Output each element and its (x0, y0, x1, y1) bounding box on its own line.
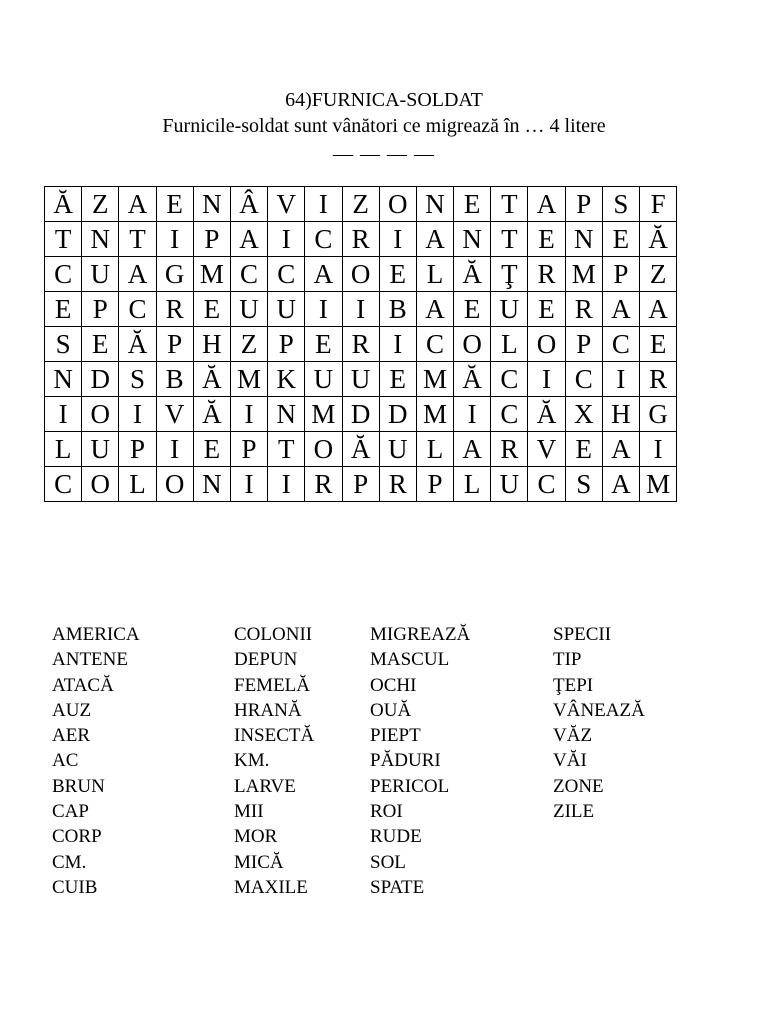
grid-cell[interactable]: I (379, 327, 416, 362)
grid-cell[interactable]: E (379, 362, 416, 397)
grid-cell[interactable]: M (416, 362, 453, 397)
grid-cell[interactable]: I (454, 397, 491, 432)
grid-cell[interactable]: E (528, 222, 565, 257)
grid-cell[interactable]: M (305, 397, 342, 432)
grid-cell[interactable]: U (230, 292, 267, 327)
word-list-item: RUDE (370, 826, 422, 848)
grid-cell[interactable]: E (565, 432, 602, 467)
grid-cell[interactable]: N (193, 187, 230, 222)
grid-cell[interactable]: N (193, 467, 230, 502)
grid-cell[interactable]: Ţ (491, 257, 528, 292)
grid-cell[interactable]: Ă (119, 327, 156, 362)
grid-row (45, 432, 677, 467)
grid-cell[interactable]: I (45, 397, 82, 432)
grid-cell[interactable]: E (640, 327, 677, 362)
grid-cell[interactable]: C (305, 222, 342, 257)
grid-cell[interactable]: R (528, 257, 565, 292)
grid-cell[interactable]: P (602, 257, 639, 292)
grid-cell[interactable]: U (268, 292, 305, 327)
word-list-item: OCHI (370, 674, 417, 696)
grid-cell[interactable]: M (230, 362, 267, 397)
grid-cell[interactable]: H (193, 327, 230, 362)
word-search-grid (44, 186, 677, 502)
grid-cell[interactable]: S (45, 327, 82, 362)
grid-cell[interactable]: N (268, 397, 305, 432)
grid-cell[interactable]: I (528, 362, 565, 397)
grid-cell[interactable]: N (45, 362, 82, 397)
grid-cell[interactable]: L (454, 467, 491, 502)
word-list-item: COLONII (234, 624, 313, 645)
grid-cell[interactable]: A (528, 187, 565, 222)
grid-cell[interactable]: O (342, 257, 379, 292)
word-list-item: MAXILE (234, 876, 308, 898)
grid-row (45, 222, 677, 257)
grid-cell[interactable]: C (45, 467, 82, 502)
grid-cell[interactable]: S (602, 187, 639, 222)
grid-cell[interactable]: P (230, 432, 267, 467)
grid-row (45, 187, 677, 222)
grid-cell[interactable]: L (416, 257, 453, 292)
grid-cell[interactable]: P (565, 327, 602, 362)
grid-cell[interactable]: B (156, 362, 193, 397)
grid-cell[interactable]: P (565, 187, 602, 222)
grid-cell[interactable]: V (156, 397, 193, 432)
word-list-item: HRANĂ (234, 699, 302, 721)
grid-cell[interactable]: I (305, 292, 342, 327)
grid-cell[interactable]: C (491, 362, 528, 397)
grid-cell[interactable]: A (416, 222, 453, 257)
grid-cell[interactable]: A (454, 432, 491, 467)
grid-cell[interactable]: Ă (193, 362, 230, 397)
grid-cell[interactable]: Ă (640, 222, 677, 257)
grid-cell[interactable]: Ă (193, 397, 230, 432)
word-list-item: ZILE (553, 801, 595, 823)
grid-cell[interactable]: A (602, 292, 639, 327)
grid-cell[interactable]: A (640, 292, 677, 327)
grid-cell[interactable]: E (82, 327, 119, 362)
grid-cell[interactable]: C (565, 362, 602, 397)
grid-cell[interactable]: R (640, 362, 677, 397)
grid-cell[interactable]: I (268, 222, 305, 257)
grid-cell[interactable]: A (602, 432, 639, 467)
grid-cell[interactable]: E (193, 432, 230, 467)
grid-row (45, 257, 677, 292)
grid-cell[interactable]: U (379, 432, 416, 467)
word-list-item: AUZ (52, 699, 92, 721)
grid-cell[interactable]: X (565, 397, 602, 432)
grid-cell[interactable]: B (379, 292, 416, 327)
grid-cell[interactable]: Ă (342, 432, 379, 467)
grid-cell[interactable]: I (305, 187, 342, 222)
grid-cell[interactable]: E (379, 257, 416, 292)
grid-cell[interactable]: Z (230, 327, 267, 362)
page-title: 64)FURNICA-SOLDAT (285, 89, 483, 111)
grid-cell[interactable]: P (156, 327, 193, 362)
grid-cell[interactable]: I (268, 467, 305, 502)
grid-cell[interactable]: U (82, 432, 119, 467)
grid-cell[interactable]: A (119, 257, 156, 292)
grid-cell[interactable]: I (156, 432, 193, 467)
word-list-item: CUIB (52, 876, 98, 898)
grid-cell[interactable]: I (602, 362, 639, 397)
grid-cell[interactable]: N (454, 222, 491, 257)
grid-cell[interactable]: Z (640, 257, 677, 292)
grid-cell[interactable]: C (230, 257, 267, 292)
grid-cell[interactable]: L (119, 467, 156, 502)
grid-cell[interactable]: D (82, 362, 119, 397)
grid-cell[interactable]: T (119, 222, 156, 257)
grid-cell[interactable]: C (119, 292, 156, 327)
grid-cell[interactable]: E (156, 187, 193, 222)
word-list-item: SPATE (370, 876, 425, 898)
grid-cell[interactable]: C (528, 467, 565, 502)
grid-cell[interactable]: R (156, 292, 193, 327)
word-list-column-2 (234, 622, 314, 900)
grid-cell[interactable]: O (82, 467, 119, 502)
grid-cell[interactable]: O (528, 327, 565, 362)
grid-cell[interactable]: M (565, 257, 602, 292)
grid-cell[interactable]: O (454, 327, 491, 362)
grid-cell[interactable]: I (640, 432, 677, 467)
word-list-item: VĂZ (553, 725, 593, 747)
grid-cell[interactable]: L (45, 432, 82, 467)
grid-cell[interactable]: O (305, 432, 342, 467)
grid-cell[interactable]: C (268, 257, 305, 292)
word-list-item: ROI (370, 801, 403, 823)
word-list-item: FEMELĂ (234, 674, 310, 696)
grid-cell[interactable]: I (119, 397, 156, 432)
grid-cell[interactable]: C (45, 257, 82, 292)
grid-cell[interactable]: A (602, 467, 639, 502)
grid-cell[interactable]: A (305, 257, 342, 292)
grid-cell[interactable]: E (602, 222, 639, 257)
grid-cell[interactable]: R (305, 467, 342, 502)
grid-cell[interactable]: U (305, 362, 342, 397)
grid-cell[interactable]: O (379, 187, 416, 222)
grid-cell[interactable]: Ă (528, 397, 565, 432)
grid-cell[interactable]: Z (342, 187, 379, 222)
word-list-item: ATACĂ (52, 674, 114, 696)
grid-row (45, 327, 677, 362)
grid-cell[interactable]: U (491, 467, 528, 502)
grid-cell[interactable]: M (416, 397, 453, 432)
word-list-item: LARVE (234, 775, 296, 797)
word-list-item: PIEPT (370, 725, 421, 747)
word-list-column-3 (370, 622, 470, 900)
word-list-item: MICĂ (234, 851, 284, 873)
puzzle-clue: Furnicile-soldat sunt vânători ce migrează în … 4 litere (162, 115, 606, 137)
grid-cell[interactable]: P (82, 292, 119, 327)
grid-cell[interactable]: I (230, 467, 267, 502)
grid-cell[interactable]: L (491, 327, 528, 362)
word-list-item: SOL (370, 851, 406, 873)
word-list-item: ANTENE (52, 649, 128, 671)
grid-cell[interactable]: T (45, 222, 82, 257)
grid-cell[interactable]: U (342, 362, 379, 397)
grid-cell[interactable]: E (454, 292, 491, 327)
grid-cell[interactable]: G (156, 257, 193, 292)
word-list-item: CM. (52, 851, 87, 873)
word-list-item: AER (52, 725, 90, 747)
grid-cell[interactable]: D (342, 397, 379, 432)
word-list-item: MII (234, 801, 264, 823)
grid-cell[interactable]: S (565, 467, 602, 502)
word-list-item: PĂDURI (370, 750, 441, 772)
grid-cell[interactable]: R (565, 292, 602, 327)
grid-cell[interactable]: C (491, 397, 528, 432)
word-list-item: CORP (52, 826, 102, 848)
grid-cell[interactable]: P (268, 327, 305, 362)
grid-cell[interactable]: H (602, 397, 639, 432)
grid-cell[interactable]: K (268, 362, 305, 397)
grid-cell[interactable]: R (342, 222, 379, 257)
word-list-item: MASCUL (370, 649, 450, 671)
grid-cell[interactable]: I (342, 292, 379, 327)
grid-cell[interactable]: C (416, 327, 453, 362)
grid-cell[interactable]: N (416, 187, 453, 222)
word-list-item: BRUN (52, 775, 105, 797)
grid-cell[interactable]: D (379, 397, 416, 432)
grid-cell[interactable]: L (416, 432, 453, 467)
grid-cell[interactable]: A (119, 187, 156, 222)
word-list-item: CAP (52, 801, 89, 823)
grid-row (45, 292, 677, 327)
grid-cell[interactable]: S (119, 362, 156, 397)
grid-cell[interactable]: Z (82, 187, 119, 222)
grid-cell[interactable]: I (156, 222, 193, 257)
word-list-item: ZONE (553, 775, 604, 797)
word-list-column-4 (553, 622, 645, 824)
word-list-item: PERICOL (370, 775, 450, 797)
grid-cell[interactable]: N (82, 222, 119, 257)
word-list-item: OUĂ (370, 699, 412, 721)
grid-row (45, 397, 677, 432)
grid-row (45, 467, 677, 502)
grid-cell[interactable]: F (640, 187, 677, 222)
grid-cell[interactable]: E (528, 292, 565, 327)
word-list-item: TIP (553, 649, 582, 671)
grid-cell[interactable]: R (491, 432, 528, 467)
word-list-item: INSECTĂ (234, 725, 315, 747)
grid-cell[interactable]: I (379, 222, 416, 257)
grid-cell[interactable]: T (268, 432, 305, 467)
grid-cell[interactable]: C (602, 327, 639, 362)
grid-cell[interactable]: T (491, 222, 528, 257)
grid-cell[interactable]: Â (230, 187, 267, 222)
word-list-item: SPECII (553, 624, 612, 645)
grid-cell[interactable]: P (119, 432, 156, 467)
grid-cell[interactable]: Ă (454, 362, 491, 397)
grid-cell[interactable]: E (45, 292, 82, 327)
grid-cell[interactable]: P (342, 467, 379, 502)
grid-cell[interactable]: E (305, 327, 342, 362)
word-list-item: VÂNEAZĂ (553, 699, 645, 721)
grid-cell[interactable]: N (565, 222, 602, 257)
grid-cell[interactable]: E (454, 187, 491, 222)
grid-cell[interactable]: A (416, 292, 453, 327)
grid-cell[interactable]: M (640, 467, 677, 502)
grid-cell[interactable]: M (193, 257, 230, 292)
grid-cell[interactable]: P (416, 467, 453, 502)
word-list-item: DEPUN (234, 649, 298, 671)
grid-cell[interactable]: O (82, 397, 119, 432)
grid-cell[interactable]: T (491, 187, 528, 222)
word-list-item: AMERICA (52, 624, 140, 645)
word-list-item: KM. (234, 750, 270, 772)
grid-cell[interactable]: G (640, 397, 677, 432)
word-list-item: AC (52, 750, 79, 772)
word-list-item: MIGREAZĂ (370, 624, 471, 645)
grid-cell[interactable]: R (342, 327, 379, 362)
grid-cell[interactable]: R (379, 467, 416, 502)
grid-cell[interactable]: A (230, 222, 267, 257)
grid-cell[interactable]: I (230, 397, 267, 432)
grid-cell[interactable]: V (528, 432, 565, 467)
grid-row (45, 362, 677, 397)
grid-cell[interactable]: U (82, 257, 119, 292)
grid-cell[interactable]: O (156, 467, 193, 502)
word-list-item: ŢEPI (553, 674, 594, 696)
grid-cell[interactable]: Ă (454, 257, 491, 292)
answer-blanks: — — — — (333, 143, 435, 165)
grid-cell[interactable]: Ă (45, 187, 82, 222)
grid-cell[interactable]: P (193, 222, 230, 257)
grid-cell[interactable]: U (491, 292, 528, 327)
word-list-column-1 (52, 622, 140, 900)
grid-cell[interactable]: E (193, 292, 230, 327)
word-list-item: MOR (234, 826, 278, 848)
word-list-item: VĂI (553, 750, 587, 772)
grid-cell[interactable]: V (268, 187, 305, 222)
